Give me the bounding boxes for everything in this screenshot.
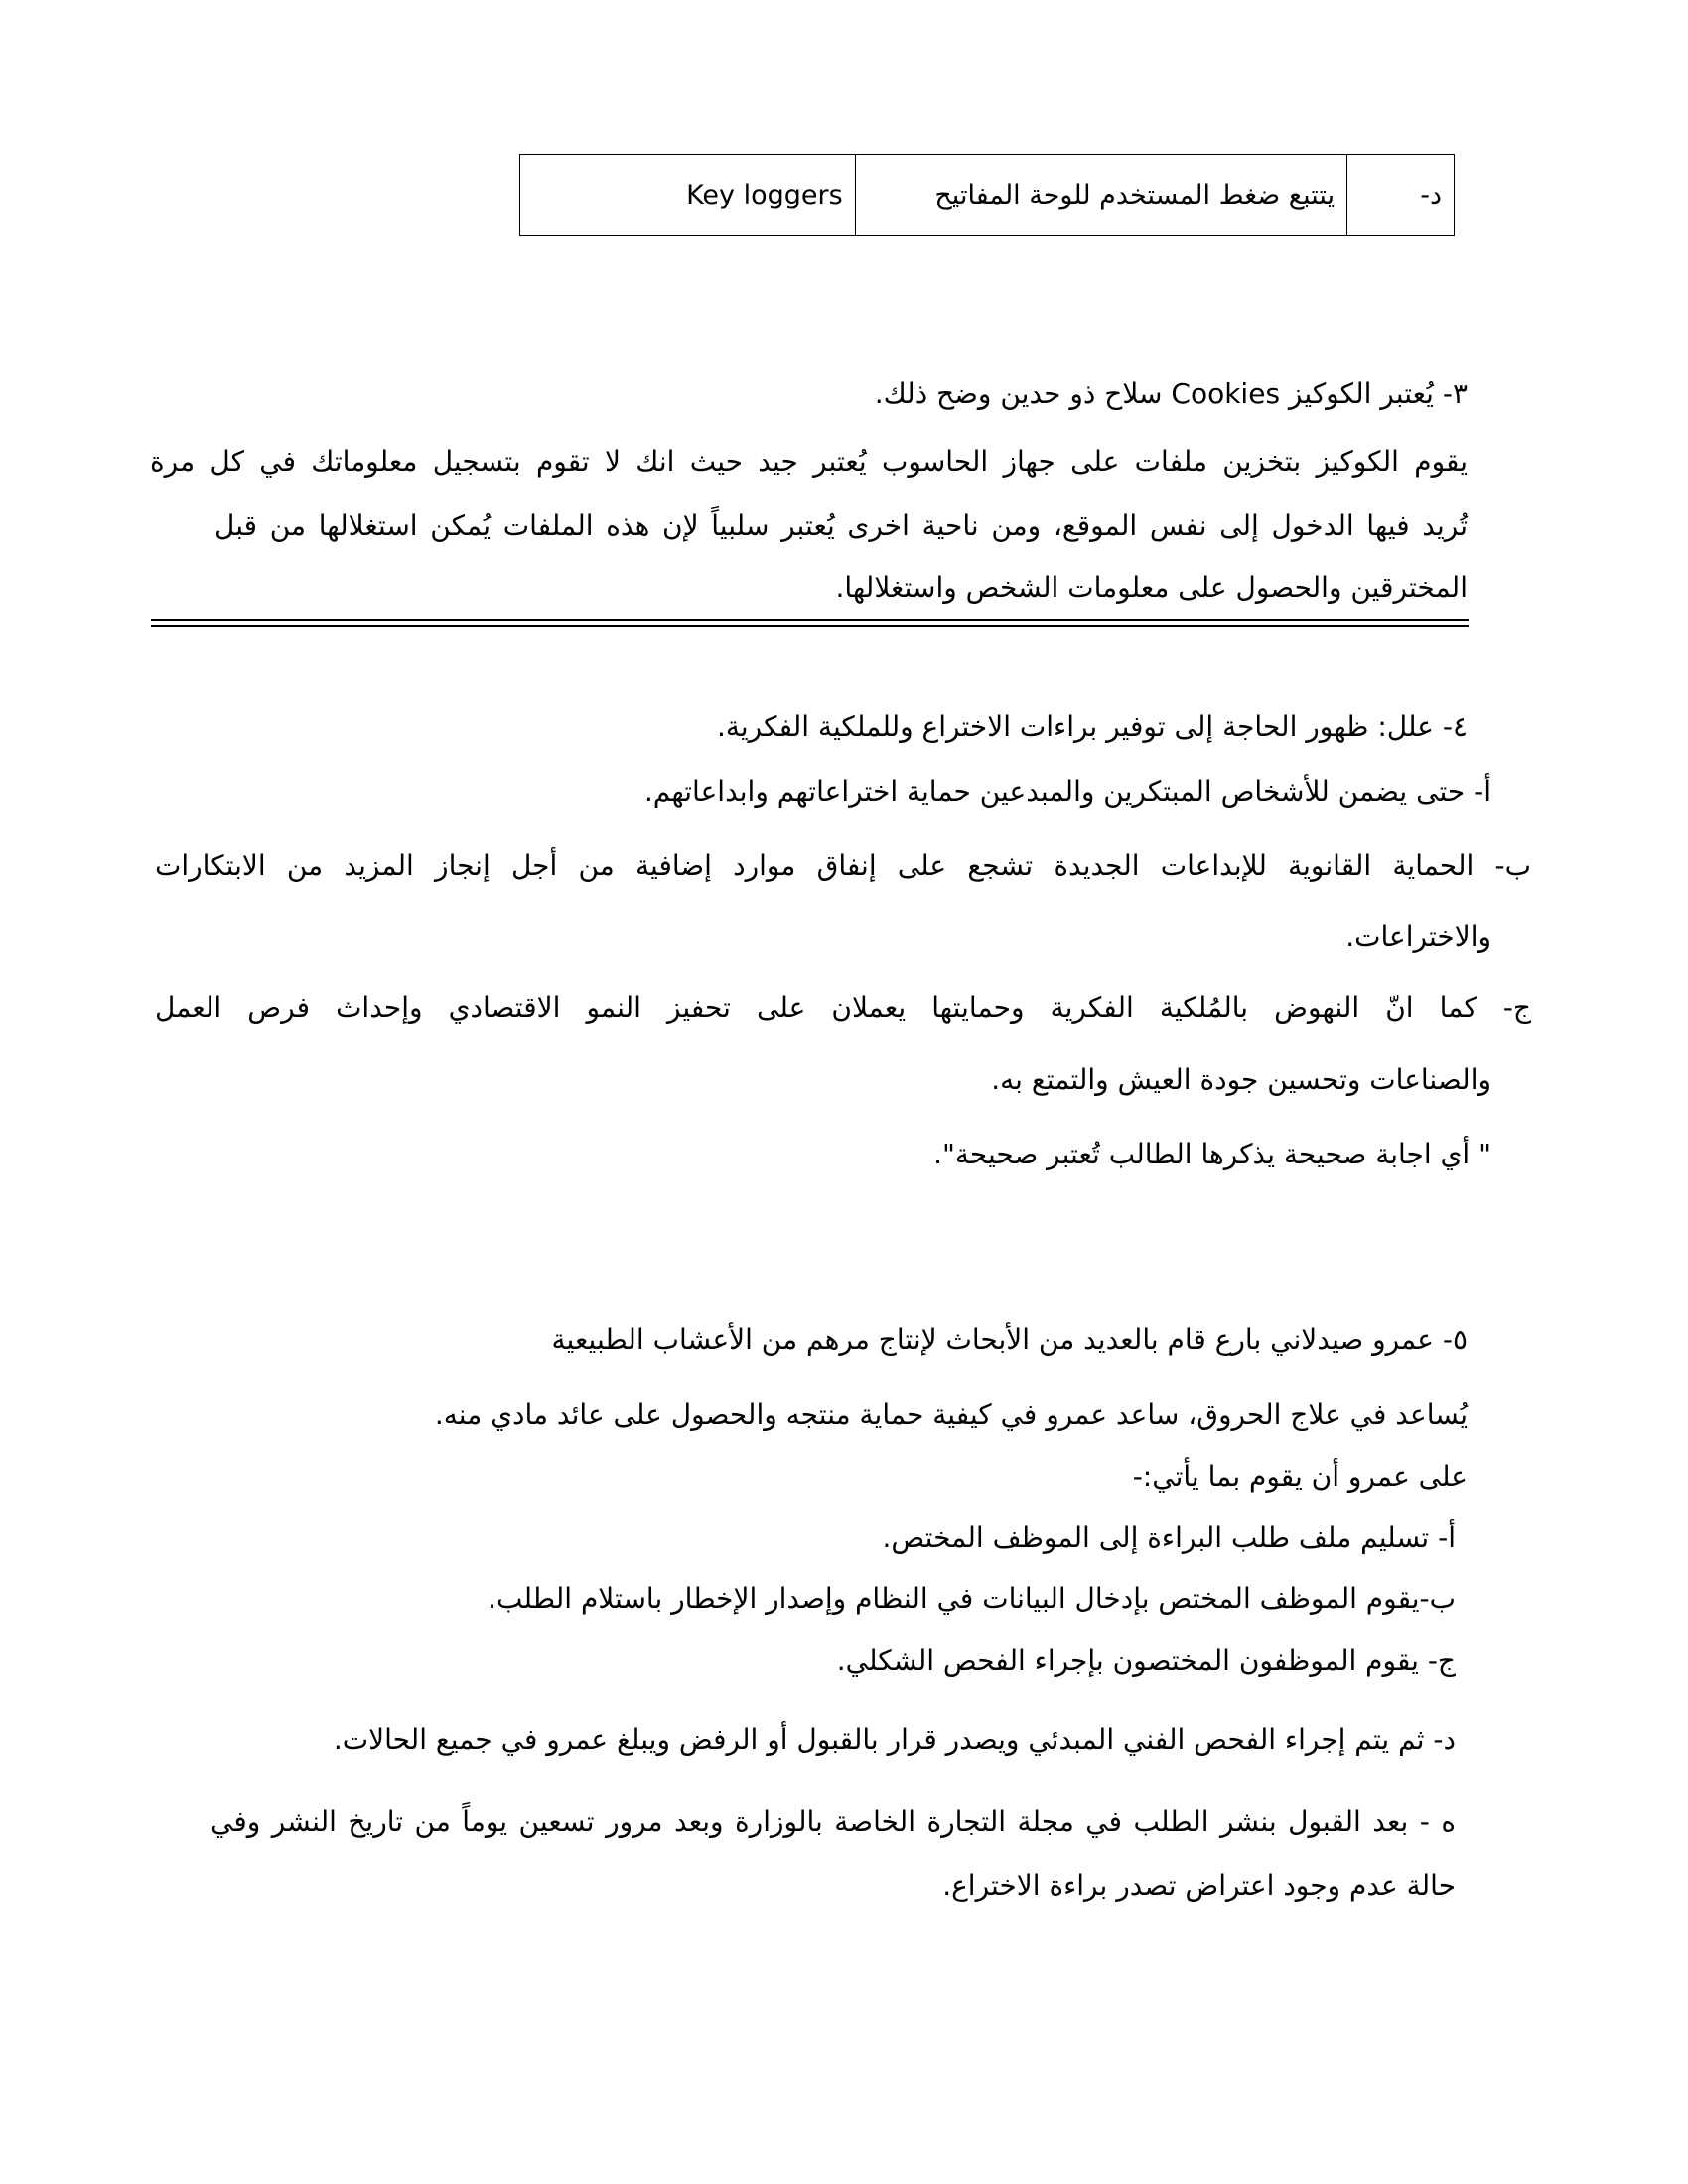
table-cell-description: يتتبع ضغط المستخدم للوحة المفاتيح	[855, 155, 1346, 236]
q4-item-a: أ- حتى يضمن للأشخاص المبتكرين والمبدعين حماية اختراعاتهم وابداعاتهم.	[643, 775, 1491, 808]
q4-item-b-line-2: والاختراعات.	[1345, 920, 1491, 953]
q5-intro: على عمرو أن يقوم بما يأتي:-	[1132, 1460, 1468, 1493]
q5-step-c: ج- يقوم الموظفون المختصون بإجراء الفحص الشكلي.	[836, 1644, 1456, 1677]
q4-item-c-line-1: ج- كما انّ النهوض بالمُلكية الفكرية وحمايتها يعملان على تحفيز النمو الاقتصادي وإحداث فرص العمل	[155, 991, 1531, 1024]
key-loggers-table	[519, 154, 1455, 236]
table-row	[520, 155, 1455, 236]
q4-item-c-line-2: والصناعات وتحسين جودة العيش والتمتع به.	[991, 1063, 1491, 1096]
q3-answer-line-1: يقوم الكوكيز بتخزين ملفات على جهاز الحاسوب يُعتبر جيد حيث انك لا تقوم بتسجيل معلوماتك في كل مرة	[150, 445, 1468, 478]
q4-note: " أي اجابة صحيحة يذكرها الطالب تُعتبر صحيحة".	[933, 1138, 1491, 1170]
q3-title: ٣- يُعتبر الكوكيز Cookies سلاح ذو حدين وضح ذلك.	[874, 377, 1468, 410]
table-cell-letter: د-	[1347, 155, 1455, 236]
q5-title-line-1: ٥- عمرو صيدلاني بارع قام بالعديد من الأبحاث لإنتاج مرهم من الأعشاب الطبيعية	[551, 1323, 1468, 1356]
q5-step-e-line-1: ه - بعد القبول بنشر الطلب في مجلة التجارة الخاصة بالوزارة وبعد مرور تسعين يوماً من تاريخ النشر وفي	[211, 1805, 1456, 1838]
q3-answer-line-2: تُريد فيها الدخول إلى نفس الموقع، ومن ناحية اخرى يُعتبر سلبياً لإن هذه الملفات يُمكن استغلالها من قبل	[214, 509, 1468, 542]
q4-title: ٤- علل: ظهور الحاجة إلى توفير براءات الاختراع وللملكية الفكرية.	[716, 710, 1468, 743]
table-cell-term: Key loggers	[520, 155, 856, 236]
q4-item-b-line-1: ب- الحماية القانوية للإبداعات الجديدة تشجع على إنفاق موارد إضافية من أجل إنجاز المزيد من الابتكارات	[155, 849, 1531, 882]
q5-title-line-2: يُساعد في علاج الحروق، ساعد عمرو في كيفية حماية منتجه والحصول على عائد مادي منه.	[434, 1398, 1468, 1431]
q5-step-b: ب-يقوم الموظف المختص بإدخال البيانات في النظام وإصدار الإخطار باستلام الطلب.	[488, 1582, 1456, 1615]
q3-answer-line-3: المخترقين والحصول على معلومات الشخص واستغلالها.	[835, 571, 1468, 604]
section-divider	[151, 619, 1469, 627]
q5-step-a: أ- تسليم ملف طلب البراءة إلى الموظف المختص.	[882, 1521, 1456, 1554]
q5-step-d: د- ثم يتم إجراء الفحص الفني المبدئي ويصدر قرار بالقبول أو الرفض ويبلغ عمرو في جميع الحالات.	[333, 1723, 1456, 1756]
q5-step-e-line-2: حالة عدم وجود اعتراض تصدر براءة الاختراع.	[942, 1869, 1456, 1902]
